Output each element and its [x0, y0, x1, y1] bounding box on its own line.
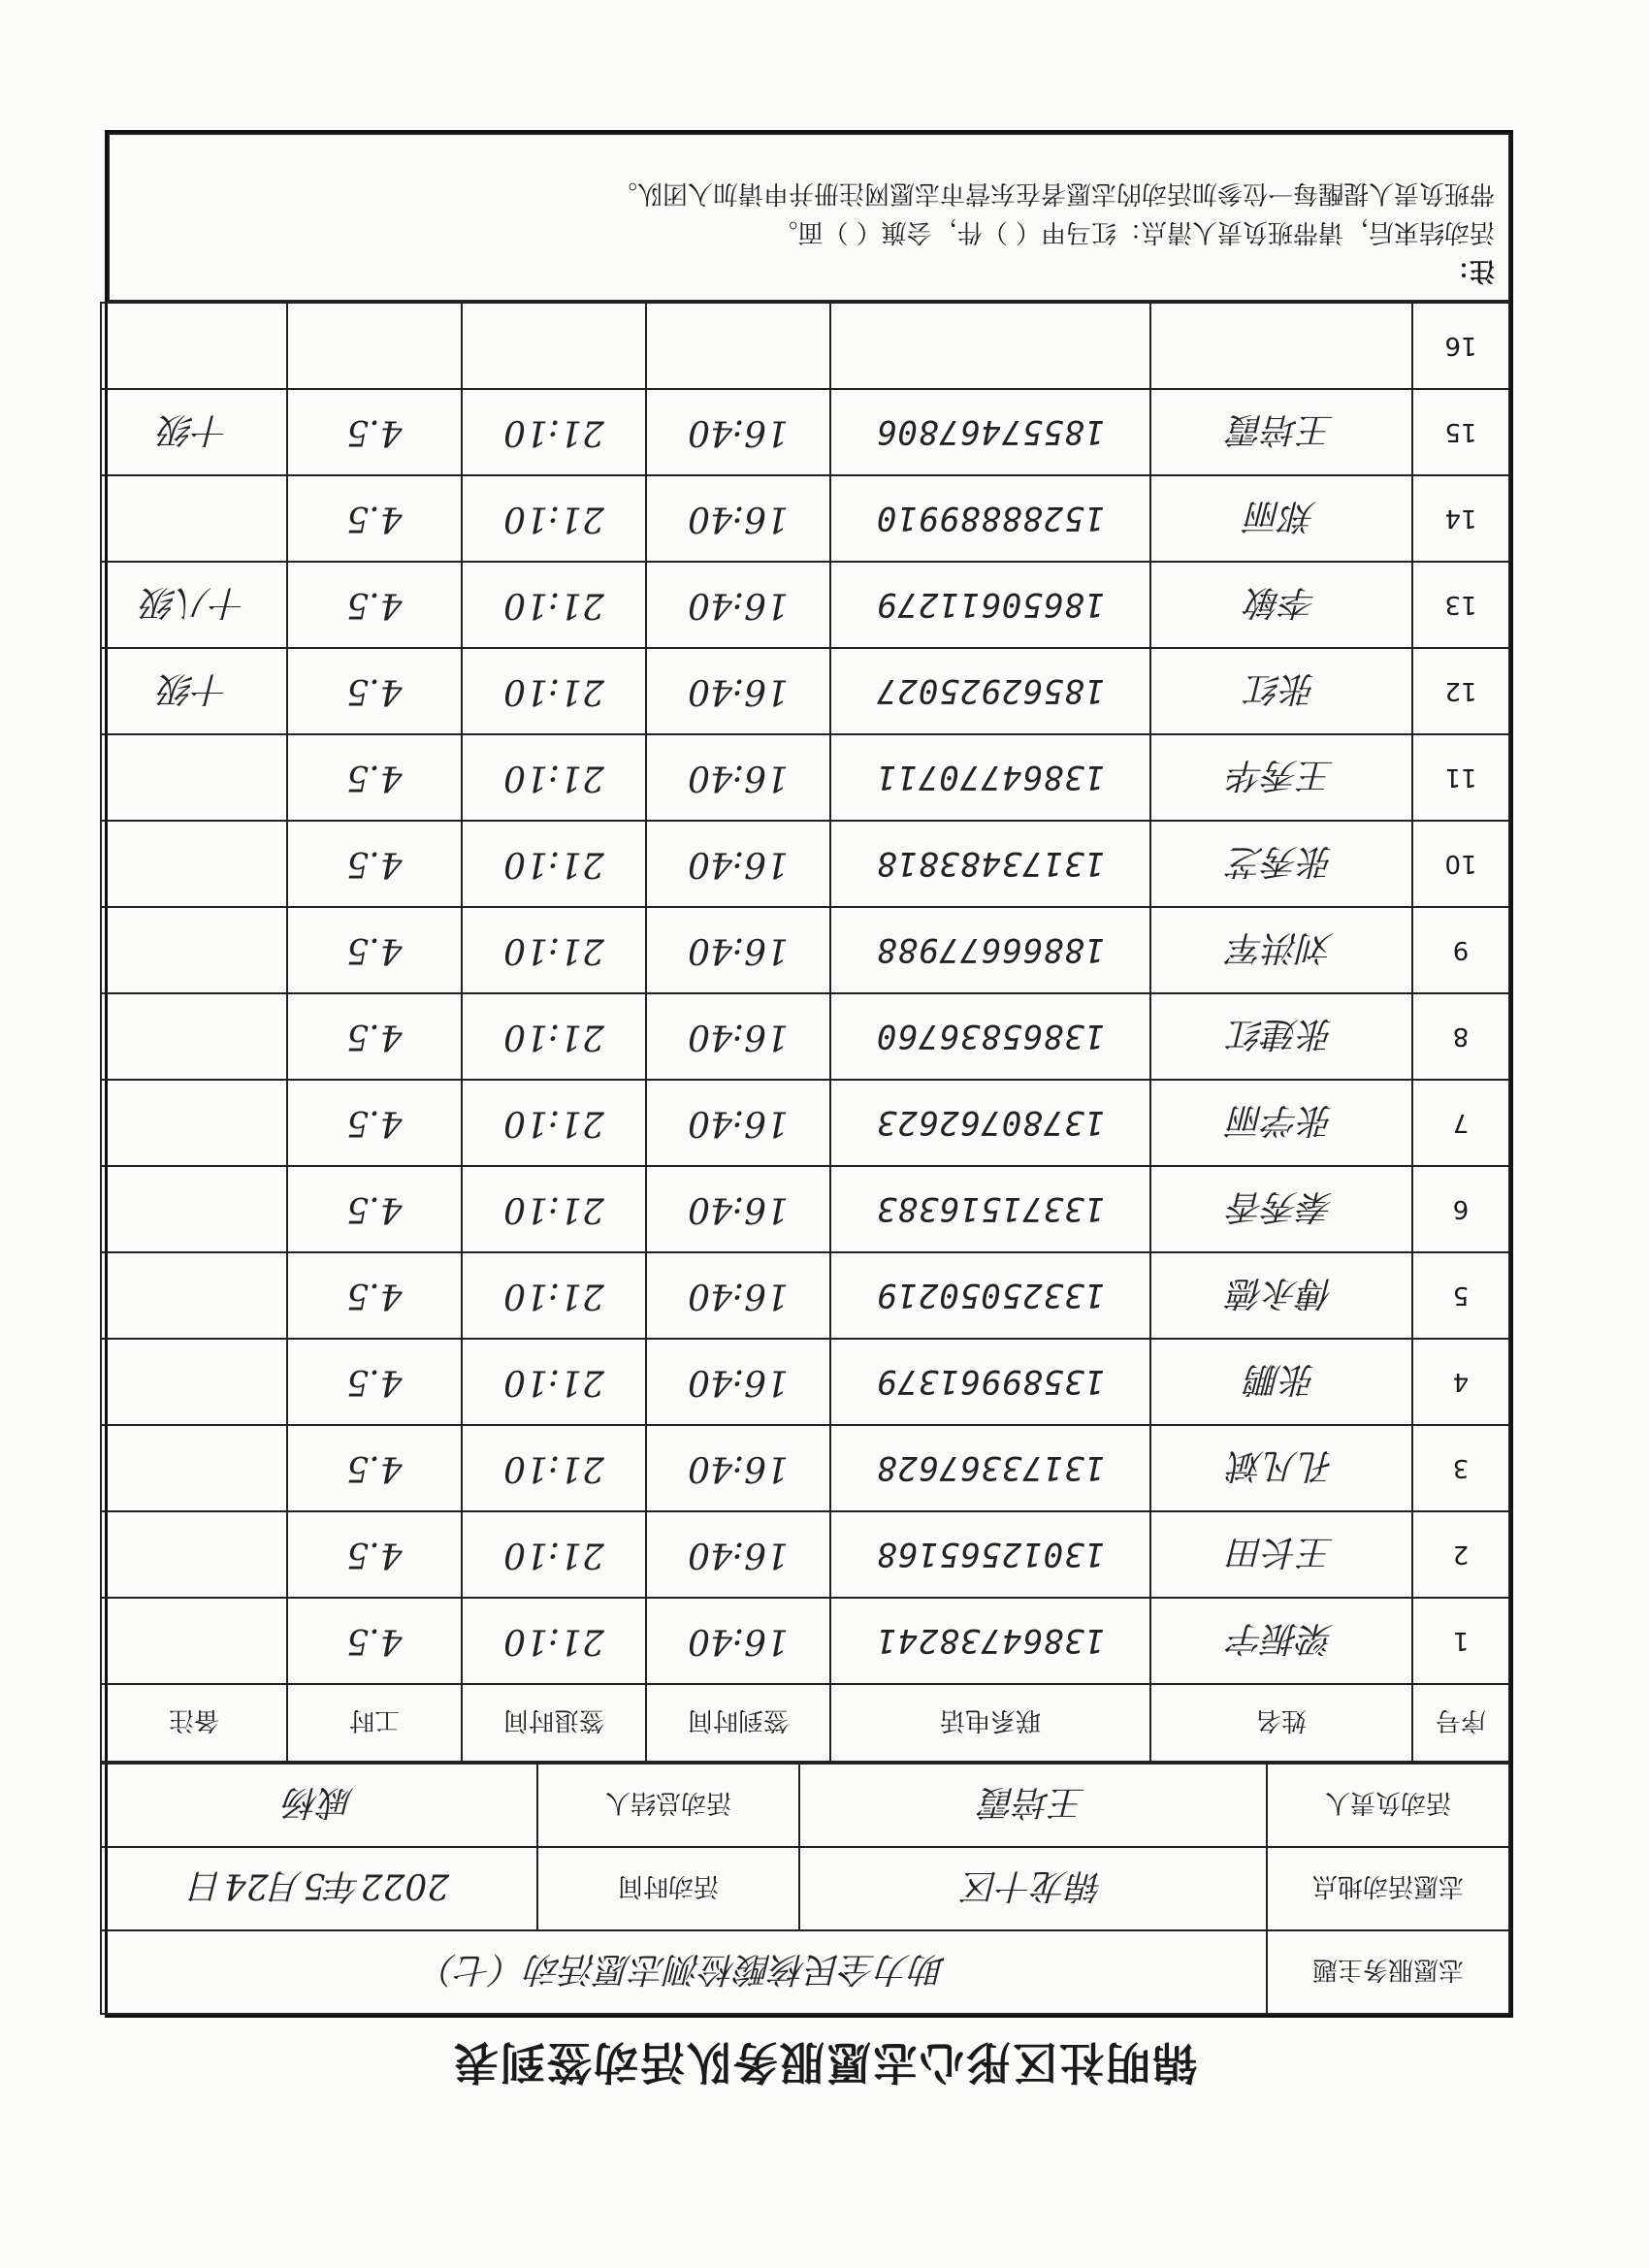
seq-cell: 11	[1412, 734, 1509, 821]
hours-cell	[287, 303, 462, 389]
phone-cell: 13865836760	[830, 993, 1150, 1080]
name-cell: 梁振宇	[1150, 1598, 1412, 1684]
phone-cell: 15288889910	[830, 475, 1150, 562]
checkin-cell: 16:40	[646, 734, 830, 821]
header-checkin: 签到时间	[646, 1684, 830, 1762]
table-row	[101, 1339, 1509, 1425]
signin-table-frame	[105, 130, 1513, 2018]
seq-cell: 10	[1412, 821, 1509, 907]
seq-cell: 15	[1412, 389, 1509, 475]
seq-cell: 16	[1412, 303, 1509, 389]
checkout-cell: 21:10	[462, 907, 646, 993]
remark-cell	[101, 1339, 287, 1425]
sheet-title: 锦明社区彤心志愿服务队活动签到表	[452, 2036, 1197, 2089]
checkout-cell: 21:10	[462, 993, 646, 1080]
seq-cell: 8	[1412, 993, 1509, 1080]
header-checkout: 签退时间	[462, 1684, 646, 1762]
hours-cell: 4.5	[287, 907, 462, 993]
header-phone: 联系电话	[830, 1684, 1150, 1762]
checkout-cell: 21:10	[462, 821, 646, 907]
name-cell: 张红	[1150, 648, 1412, 734]
remark-cell	[101, 1598, 287, 1684]
time-value: 2022年5月24日	[101, 1847, 537, 1930]
seq-cell: 14	[1412, 475, 1509, 562]
phone-cell: 13012565168	[830, 1511, 1150, 1598]
checkin-cell: 16:40	[646, 1598, 830, 1684]
header-seq: 序号	[1412, 1684, 1509, 1762]
remark-cell	[101, 475, 287, 562]
phone-cell	[830, 303, 1150, 389]
checkin-cell: 16:40	[646, 1252, 830, 1339]
hours-cell: 4.5	[287, 1080, 462, 1166]
remark-cell	[101, 907, 287, 993]
remark-cell	[101, 1166, 287, 1252]
name-cell: 张学丽	[1150, 1080, 1412, 1166]
remark-cell	[101, 993, 287, 1080]
seq-cell: 12	[1412, 648, 1509, 734]
name-cell: 王长田	[1150, 1511, 1412, 1598]
checkin-cell: 16:40	[646, 1080, 830, 1166]
checkout-cell	[462, 303, 646, 389]
checkout-cell: 21:10	[462, 1511, 646, 1598]
header-name: 姓名	[1150, 1684, 1412, 1762]
phone-cell: 18557467806	[830, 389, 1150, 475]
remark-cell	[101, 1252, 287, 1339]
table-row	[101, 562, 1509, 648]
table-row	[101, 734, 1509, 821]
checkout-cell: 21:10	[462, 1339, 646, 1425]
hours-cell: 4.5	[287, 389, 462, 475]
hours-cell: 4.5	[287, 1598, 462, 1684]
remark-cell	[101, 1511, 287, 1598]
seq-cell: 9	[1412, 907, 1509, 993]
table-row	[101, 1252, 1509, 1339]
remark-cell: 十级	[101, 389, 287, 475]
header-remark: 备注	[101, 1684, 287, 1762]
table-row	[101, 389, 1509, 475]
name-cell: 孔凡斌	[1150, 1425, 1412, 1511]
time-label: 活动时间	[537, 1847, 799, 1930]
location-label: 志愿活动地点	[1267, 1847, 1509, 1930]
checkout-cell: 21:10	[462, 1425, 646, 1511]
hours-cell: 4.5	[287, 1425, 462, 1511]
checkin-cell: 16:40	[646, 1511, 830, 1598]
phone-cell: 13780762623	[830, 1080, 1150, 1166]
remark-cell	[101, 1425, 287, 1511]
checkin-cell: 16:40	[646, 562, 830, 648]
name-cell: 张建红	[1150, 993, 1412, 1080]
table-row	[101, 1598, 1509, 1684]
notes-row	[109, 134, 1509, 301]
table-row	[101, 1511, 1509, 1598]
seq-cell: 13	[1412, 562, 1509, 648]
seq-cell: 4	[1412, 1339, 1509, 1425]
checkout-cell: 21:10	[462, 562, 646, 648]
phone-cell: 13371516383	[830, 1166, 1150, 1252]
phone-cell: 13173367628	[830, 1425, 1150, 1511]
seq-cell: 1	[1412, 1598, 1509, 1684]
name-cell: 刘洪军	[1150, 907, 1412, 993]
roster-table	[100, 302, 1510, 1763]
table-row	[101, 1425, 1509, 1511]
remark-cell	[101, 734, 287, 821]
hours-cell: 4.5	[287, 648, 462, 734]
name-cell: 张秀芝	[1150, 821, 1412, 907]
phone-cell: 13173483818	[830, 821, 1150, 907]
phone-cell: 18650611279	[830, 562, 1150, 648]
checkin-cell	[646, 303, 830, 389]
phone-cell: 13864738241	[830, 1598, 1150, 1684]
theme-row	[101, 1930, 1509, 2014]
checkin-cell: 16:40	[646, 993, 830, 1080]
checkin-cell: 16:40	[646, 648, 830, 734]
info-table	[100, 1763, 1510, 2015]
checkout-cell: 21:10	[462, 1166, 646, 1252]
phone-cell: 18562925027	[830, 648, 1150, 734]
checkin-cell: 16:40	[646, 389, 830, 475]
location-value: 锦龙十区	[799, 1847, 1267, 1930]
summary-label: 活动总结人	[537, 1764, 799, 1847]
hours-cell: 4.5	[287, 734, 462, 821]
seq-cell: 6	[1412, 1166, 1509, 1252]
name-cell	[1150, 303, 1412, 389]
table-row	[101, 475, 1509, 562]
theme-value: 助力全民核酸检测志愿活动（七）	[101, 1930, 1267, 2014]
name-cell: 傅永德	[1150, 1252, 1412, 1339]
location-row	[101, 1847, 1509, 1930]
checkin-cell: 16:40	[646, 821, 830, 907]
remark-cell: 十八级	[101, 562, 287, 648]
checkin-cell: 16:40	[646, 475, 830, 562]
hours-cell: 4.5	[287, 1166, 462, 1252]
remark-cell	[101, 821, 287, 907]
summary-value: 戚杨	[101, 1764, 537, 1847]
hours-cell: 4.5	[287, 1339, 462, 1425]
hours-cell: 4.5	[287, 1511, 462, 1598]
checkout-cell: 21:10	[462, 389, 646, 475]
table-row	[101, 648, 1509, 734]
checkin-cell: 16:40	[646, 1425, 830, 1511]
phone-cell: 13864770711	[830, 734, 1150, 821]
name-cell: 李敏	[1150, 562, 1412, 648]
checkout-cell: 21:10	[462, 734, 646, 821]
phone-cell: 13589961379	[830, 1339, 1150, 1425]
notes-label: 注：	[1443, 256, 1495, 285]
checkout-cell: 21:10	[462, 475, 646, 562]
checkin-cell: 16:40	[646, 907, 830, 993]
name-cell: 王秀华	[1150, 734, 1412, 821]
phone-cell: 18866677988	[830, 907, 1150, 993]
notes-line-2: 带班负责人提醒每一位参加活动的志愿者在东营市志愿网注册并申请加入团队。	[611, 178, 1495, 208]
hours-cell: 4.5	[287, 1252, 462, 1339]
table-row	[101, 993, 1509, 1080]
name-cell: 郑丽	[1150, 475, 1412, 562]
header-hours: 工时	[287, 1684, 462, 1762]
remark-cell	[101, 1080, 287, 1166]
checkout-cell: 21:10	[462, 1252, 646, 1339]
hours-cell: 4.5	[287, 562, 462, 648]
table-row	[101, 303, 1509, 389]
leader-value: 王培霞	[799, 1764, 1267, 1847]
table-row	[101, 907, 1509, 993]
hours-cell: 4.5	[287, 821, 462, 907]
leader-row	[101, 1764, 1509, 1847]
notes-line-1: 活动结束后，请带班负责人清点：红马甲（ ）件，会旗（ ）面。	[772, 217, 1495, 246]
remark-cell: 十级	[101, 648, 287, 734]
theme-label: 志愿服务主题	[1267, 1930, 1509, 2014]
hours-cell: 4.5	[287, 993, 462, 1080]
header-row	[101, 1684, 1509, 1762]
table-row	[101, 1080, 1509, 1166]
remark-cell	[101, 303, 287, 389]
name-cell: 秦秀香	[1150, 1166, 1412, 1252]
notes-cell	[109, 134, 1509, 301]
seq-cell: 5	[1412, 1252, 1509, 1339]
phone-cell: 13325050219	[830, 1252, 1150, 1339]
checkin-cell: 16:40	[646, 1339, 830, 1425]
checkout-cell: 21:10	[462, 648, 646, 734]
checkout-cell: 21:10	[462, 1080, 646, 1166]
name-cell: 王培霞	[1150, 389, 1412, 475]
seq-cell: 3	[1412, 1425, 1509, 1511]
name-cell: 张鹏	[1150, 1339, 1412, 1425]
table-row	[101, 821, 1509, 907]
table-row	[101, 1166, 1509, 1252]
hours-cell: 4.5	[287, 475, 462, 562]
seq-cell: 7	[1412, 1080, 1509, 1166]
checkout-cell: 21:10	[462, 1598, 646, 1684]
seq-cell: 2	[1412, 1511, 1509, 1598]
checkin-cell: 16:40	[646, 1166, 830, 1252]
notes-table	[108, 133, 1510, 302]
leader-label: 活动负责人	[1267, 1764, 1509, 1847]
